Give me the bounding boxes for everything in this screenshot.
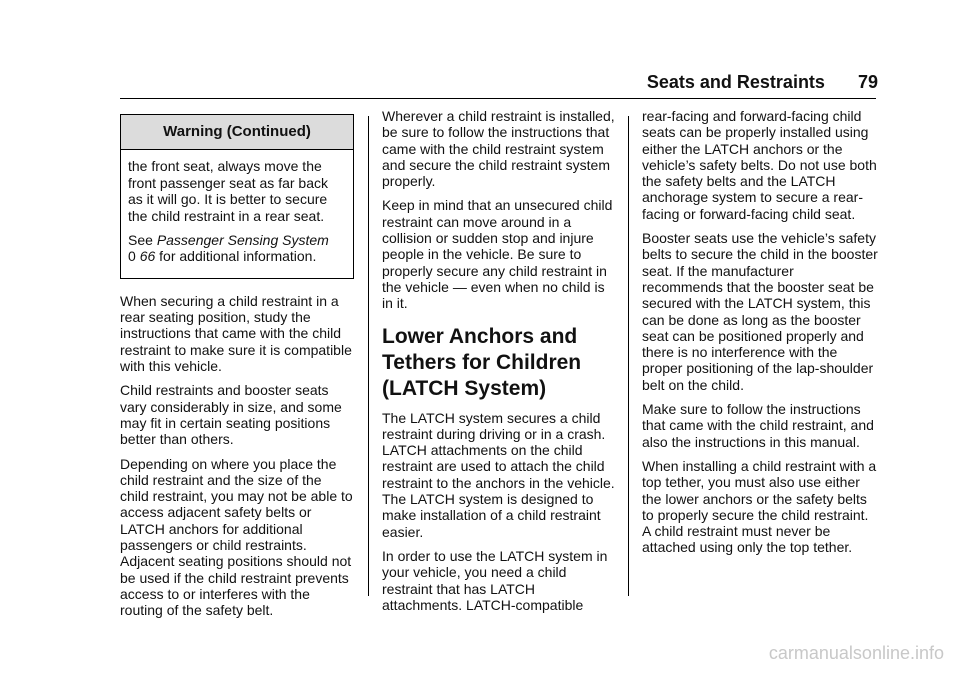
page-ref-icon: 0: [128, 248, 136, 265]
paragraph: When installing a child restraint with a top tether, you must also use either the lower anchors or the safety belts to properly secure the child restraint. A child restraint must never be attached using only the top tether.: [642, 457, 877, 556]
paragraph: Wherever a child restraint is installed, be sure to follow the instructions that came with the child restraint system and secure the child restraint system properly.: [382, 108, 615, 190]
paragraph: Keep in mind that an unsecured child restraint can move around in a collision or sudden stop and injure people in the vehicle. Be sure to properly secure any child restraint in the vehicle — even when no child is in it.: [382, 197, 613, 312]
warning-title: Warning (Continued): [121, 115, 353, 150]
column-divider: [628, 116, 629, 596]
paragraph: Depending on where you place the child restraint and the size of the child restraint, you may not be able to access adjacent safety belts or LATCH anchors for additional passengers or child restraints. Adjacent seating positions should not be used if the child restraint prevents access to or interferes with the routing of the safety belt.: [120, 455, 353, 619]
paragraph: Make sure to follow the instructions that came with the child restraint, and also the instructions in this manual.: [642, 401, 874, 450]
page-header: [647, 72, 878, 93]
header-rule: [120, 98, 876, 99]
section-title: Seats and Restraints: [646, 72, 825, 92]
column-3: [642, 108, 878, 564]
column-divider: [368, 116, 369, 596]
paragraph: In order to use the LATCH system in your vehicle, you need a child restraint that has LATCH attachments. LATCH-compatible: [382, 547, 608, 613]
column-2: [382, 108, 618, 621]
page-number: 79: [857, 72, 878, 92]
column-1: [120, 108, 354, 627]
paragraph: Child restraints and booster seats vary considerably in size, and some may fit in certain seating positions better than others.: [120, 382, 342, 448]
paragraph: When securing a child restraint in a rear seating position, study the instructions that came with the child restraint to make sure it is compatible with this vehicle.: [120, 292, 352, 375]
warning-see-reference: See Passenger Sensing System 0 66 for additional information.: [128, 231, 329, 265]
watermark: carmanualsonline.info: [768, 643, 944, 663]
passenger-sensing-link[interactable]: Passenger Sensing System: [156, 231, 329, 248]
paragraph: The LATCH system secures a child restraint during driving or in a crash. LATCH attachments on the child restraint are used to attach the child restraint to the anchors in the vehicle. The LATCH system is designed to make installation of a child restraint easier.: [382, 409, 615, 540]
section-heading: Lower Anchors and Tethers for Children (LATCH System): [382, 324, 582, 400]
page-ref-number[interactable]: 66: [139, 248, 156, 265]
warning-body: [121, 150, 353, 278]
warning-box: [120, 114, 354, 279]
paragraph: rear-facing and forward-facing child seats can be properly installed using either the LATCH anchors or the vehicle’s safety belts. Do not use both the safety belts and the LATCH anchorage system to secure a rear-facing or forward-facing child seat.: [642, 108, 877, 222]
paragraph: Booster seats use the vehicle’s safety belts to secure the child in the booster seat. If the manufacturer recommends that the booster seat be secured with the LATCH system, this can be done as long as the booster seat can be positioned properly and there is no interference with the proper positioning of the lap-shoulder belt on the child.: [642, 230, 878, 393]
warning-text: the front seat, always move the front passenger seat as far back as it will go. It is better to secure the child restraint in a rear seat.: [128, 158, 328, 225]
